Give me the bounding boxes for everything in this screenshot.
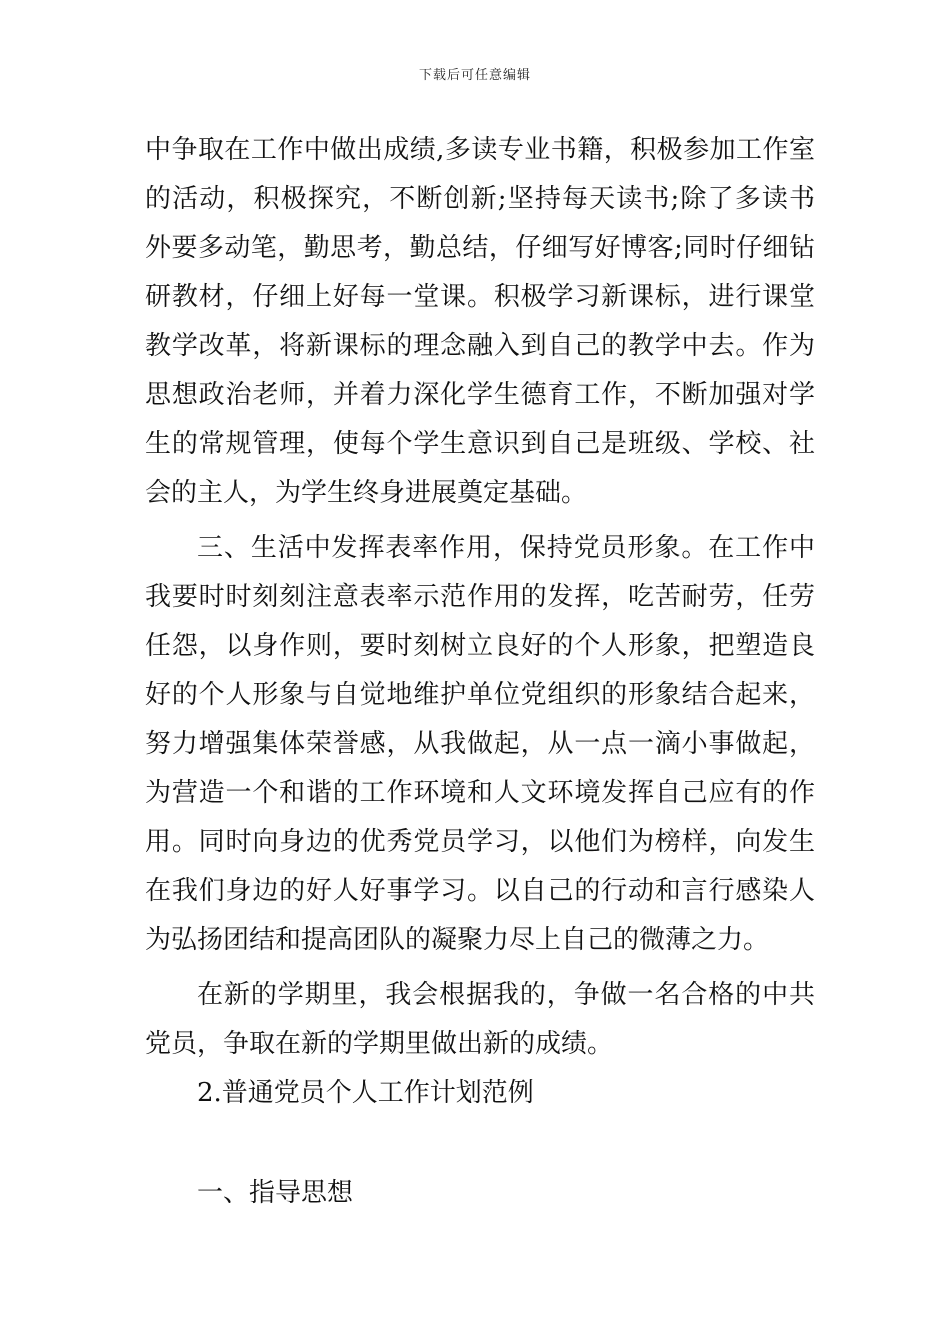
paragraph-line: 研教材，仔细上好每一堂课。积极学习新课标，进行课堂 bbox=[145, 282, 815, 312]
paragraph-line: 中争取在工作中做出成绩,多读专业书籍，积极参加工作室 bbox=[145, 135, 815, 165]
paragraph-line: 在新的学期里，我会根据我的，争做一名合格的中共 bbox=[197, 980, 815, 1010]
paragraph-line: 任怨，以身作则，要时刻树立良好的个人形象，把塑造良 bbox=[145, 631, 815, 661]
section-title: 2.普通党员个人工作计划范例 bbox=[197, 1078, 534, 1108]
subsection-title: 一、指导思想 bbox=[197, 1178, 354, 1208]
paragraph-line: 在我们身边的好人好事学习。以自己的行动和言行感染人 bbox=[145, 876, 815, 906]
paragraph-line: 生的常规管理，使每个学生意识到自己是班级、学校、社 bbox=[145, 429, 815, 459]
paragraph-line: 的活动，积极探究，不断创新;坚持每天读书;除了多读书 bbox=[145, 184, 815, 214]
page-header-note: 下载后可任意编辑 bbox=[418, 68, 531, 83]
paragraph-line: 为营造一个和谐的工作环境和人文环境发挥自己应有的作 bbox=[145, 778, 815, 808]
paragraph-line: 努力增强集体荣誉感，从我做起，从一点一滴小事做起， bbox=[145, 729, 815, 759]
paragraph-line: 会的主人，为学生终身进展奠定基础。 bbox=[145, 478, 588, 508]
paragraph-line: 为弘扬团结和提高团队的凝聚力尽上自己的微薄之力。 bbox=[145, 925, 770, 955]
paragraph-line: 外要多动笔，勤思考，勤总结，仔细写好博客;同时仔细钻 bbox=[145, 233, 815, 263]
paragraph-line: 思想政治老师，并着力深化学生德育工作，不断加强对学 bbox=[145, 380, 815, 410]
paragraph-line: 教学改革，将新课标的理念融入到自己的教学中去。作为 bbox=[145, 331, 815, 361]
paragraph-line: 三、生活中发挥表率作用，保持党员形象。在工作中 bbox=[197, 533, 815, 563]
paragraph-line: 用。同时向身边的优秀党员学习，以他们为榜样，向发生 bbox=[145, 827, 815, 857]
paragraph-line: 我要时时刻刻注意表率示范作用的发挥，吃苦耐劳，任劳 bbox=[145, 582, 815, 612]
paragraph-line: 党员，争取在新的学期里做出新的成绩。 bbox=[145, 1029, 614, 1059]
paragraph-line: 好的个人形象与自觉地维护单位党组织的形象结合起来， bbox=[145, 680, 815, 710]
